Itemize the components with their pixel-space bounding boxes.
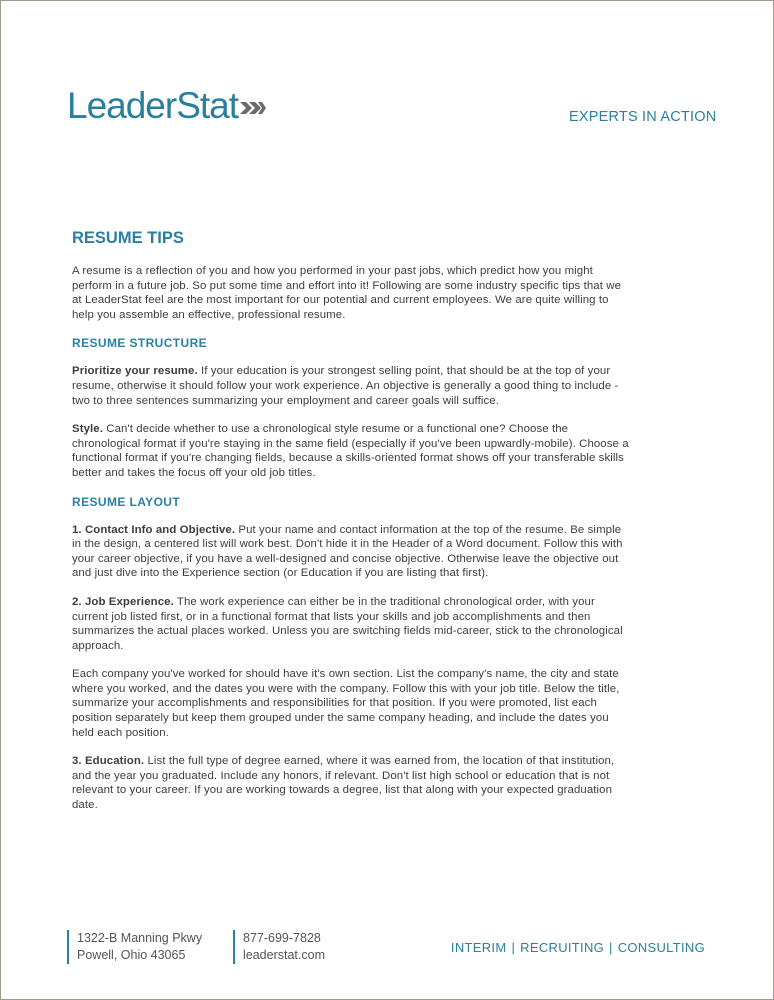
logo-text: LeaderStat [67, 85, 239, 126]
section-heading-layout: RESUME LAYOUT [72, 494, 181, 509]
tip-paragraph [72, 422, 632, 480]
section-heading-structure: RESUME STRUCTURE [72, 336, 208, 351]
website-link[interactable]: leaderstat.com [243, 948, 325, 962]
tip-lead: 2. Job Experience. [72, 595, 174, 608]
footer-address [67, 930, 202, 964]
leaderstat-logo [67, 87, 266, 124]
tip-text: Each company you've worked for should have it's own section. List the company's name, the city and state where you worked, and the dates you were with the company. Follow this with your job title. Below the title, summarize your accomplishments and responsibilities for that position. If you were promoted, list each position separately but keep them grouped under the same company heading, and include the dates you held each position. [72, 668, 620, 739]
tip-paragraph [72, 667, 632, 740]
footer-services [451, 940, 705, 955]
document-body [72, 229, 632, 827]
tip-text: Can't decide whether to use a chronological style resume or a functional one? Choose the chronological format if you're staying in the same field (especially if you've been upwardly-mobile). Choose a functional format if you're changing fields, because a skills-oriented format shows off your transferable skills better and takes the focus off your old job titles. [72, 423, 629, 479]
footer-contact [233, 930, 325, 964]
separator: | [511, 940, 516, 955]
address-line-1: 1322-B Manning Pkwy [77, 931, 203, 945]
tip-lead: 1. Contact Info and Objective. [72, 523, 236, 536]
page-footer [67, 930, 717, 966]
service-recruiting: RECRUITING [520, 940, 605, 955]
tagline: EXPERTS IN ACTION [569, 109, 717, 125]
tip-text: The work experience can either be in the traditional chronological order, with your current job listed first, or in a functional format that lists your skills and job accomplishments and then summarizes the actual places worked. Unless you are switching fields mid-career, stick to the chronological approach. [72, 595, 623, 652]
tip-paragraph [72, 364, 632, 408]
tip-paragraph [72, 523, 632, 581]
tip-paragraph [72, 595, 632, 653]
intro-paragraph: A resume is a reflection of you and how you performed in your past jobs, which predict how you might perform in a future job. So put some time and effort into it! Following are some industry specific tips that we at LeaderStat feel are the most important for our potential and current employees. We are quite willing to help you assemble an effective, professional resume. [72, 265, 622, 321]
page-title: RESUME TIPS [72, 229, 184, 247]
tip-text: List the full type of degree earned, where it was earned from, the location of that institution, and the year you graduated. Include any honors, if relevant. Don't list high school or education that is not relevant to your career. If you are working towards a degree, list that along with your expected graduation date. [72, 755, 615, 812]
tip-lead: Style. [72, 423, 103, 436]
logo-chevrons-icon [240, 99, 266, 117]
tip-text: Put your name and contact information at the top of the resume. Be simple in the design, a centered list will work best. Don't hide it in the Header of a Word document. Follow this with your career objective, if you have a well-designed and concise objective. Otherwise leave the objective out and just dive into the Experience section (or Education if you are listing that first). [72, 523, 623, 580]
address-line-2: Powell, Ohio 43065 [77, 948, 186, 962]
tip-lead: 3. Education. [72, 755, 145, 768]
tip-text: If your education is your strongest selling point, that should be at the top of your resume, otherwise it should follow your work experience. An objective is generally a good thing to include - two to three sentences summarizing your employment and career goals will suffice. [72, 365, 619, 407]
tip-lead: Prioritize your resume. [72, 365, 198, 378]
tip-paragraph [72, 754, 632, 812]
separator: | [609, 940, 613, 955]
service-interim: INTERIM [450, 940, 507, 955]
phone-number: 877-699-7828 [243, 931, 321, 945]
service-consulting: CONSULTING [617, 940, 705, 955]
